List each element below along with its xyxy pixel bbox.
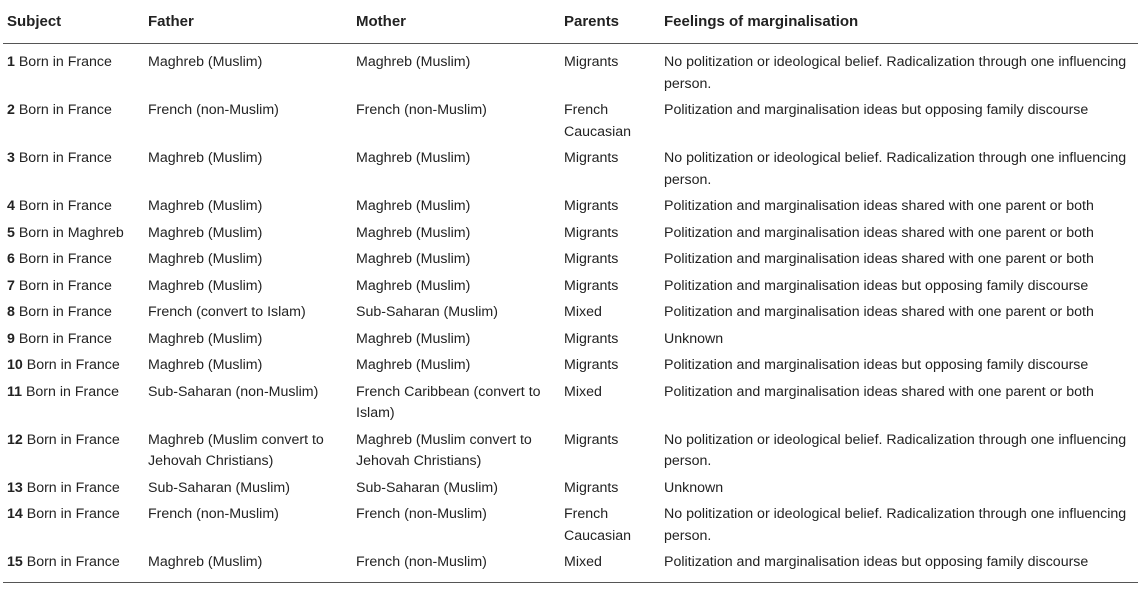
header-mother: Mother xyxy=(352,0,560,44)
cell-father: Maghreb (Muslim convert to Jehovah Christians) xyxy=(148,431,324,469)
cell-father: Maghreb (Muslim) xyxy=(148,198,263,214)
cell-parents: French Caucasian xyxy=(564,102,632,140)
header-parents: Parents xyxy=(560,0,660,44)
cell-parents: Migrants xyxy=(564,54,619,70)
subject-number: 1 xyxy=(7,54,15,70)
subject-number: 8 xyxy=(7,304,15,320)
table-row xyxy=(3,353,1138,380)
cell-feelings: Politization and marginalisation ideas shared with one parent or both xyxy=(664,304,1094,320)
cell-mother: Maghreb (Muslim) xyxy=(356,251,471,267)
cell-parents: Migrants xyxy=(564,431,619,448)
table-row xyxy=(3,98,1138,146)
cell-parents: French Caucasian xyxy=(564,506,632,544)
cell-parents: Migrants xyxy=(564,330,619,347)
cell-subject xyxy=(3,44,144,99)
subject-number: 11 xyxy=(7,383,22,400)
cell-subject xyxy=(3,327,144,354)
cell-subject xyxy=(3,502,144,550)
cell-mother: French (non-Muslim) xyxy=(356,506,487,522)
cell-parents: Migrants xyxy=(564,357,619,373)
cell-feelings: Politization and marginalisation ideas but opposing family discourse xyxy=(664,277,1089,294)
table-row xyxy=(3,194,1138,221)
subject-origin: Born in France xyxy=(26,357,120,373)
cell-father: Sub-Saharan (Muslim) xyxy=(148,479,290,496)
table-row xyxy=(3,327,1138,354)
cell-father: Maghreb (Muslim) xyxy=(148,251,263,267)
cell-parents: Migrants xyxy=(564,277,619,294)
cell-subject xyxy=(3,98,144,146)
cell-father: Maghreb (Muslim) xyxy=(148,330,263,347)
cell-parents: Migrants xyxy=(564,224,619,241)
cell-subject xyxy=(3,428,144,476)
cell-mother: French (non-Muslim) xyxy=(356,102,487,118)
subject-number: 10 xyxy=(7,357,23,373)
subject-origin: Born in France xyxy=(26,554,120,570)
subject-number: 15 xyxy=(7,554,23,570)
subject-number: 7 xyxy=(7,277,15,294)
cell-mother: Maghreb (Muslim convert to Jehovah Christians) xyxy=(356,431,532,469)
cell-father: Maghreb (Muslim) xyxy=(148,54,263,70)
header-feelings: Feelings of marginalisation xyxy=(660,0,1138,44)
table-row xyxy=(3,476,1138,503)
cell-mother: French (non-Muslim) xyxy=(352,550,560,582)
cell-parents: Migrants xyxy=(564,150,619,166)
cell-parents: Mixed xyxy=(564,383,602,400)
cell-feelings: Politization and marginalisation ideas but opposing family discourse xyxy=(664,357,1089,373)
subject-origin: Born in France xyxy=(18,277,112,294)
subject-number: 4 xyxy=(7,198,15,214)
subject-origin: Born in France xyxy=(18,304,112,320)
subject-number: 2 xyxy=(7,102,15,118)
cell-feelings: No politization or ideological belief. Radicalization through one influencing person. xyxy=(664,431,1127,469)
cell-feelings: Politization and marginalisation ideas shared with one parent or both xyxy=(664,224,1094,241)
cell-parents: Migrants xyxy=(564,198,619,214)
subject-number: 9 xyxy=(7,330,15,347)
cell-mother: Maghreb (Muslim) xyxy=(356,198,471,214)
table-body xyxy=(3,44,1138,583)
subject-number: 3 xyxy=(7,150,15,166)
cell-mother: Maghreb (Muslim) xyxy=(356,224,471,241)
subject-number: 12 xyxy=(7,431,23,448)
header-row xyxy=(3,0,1138,44)
cell-parents: Migrants xyxy=(564,479,619,496)
cell-parents: Migrants xyxy=(564,251,619,267)
cell-subject xyxy=(3,194,144,221)
table-row xyxy=(3,380,1138,428)
cell-subject xyxy=(3,300,144,327)
cell-feelings: Politization and marginalisation ideas but opposing family discourse xyxy=(664,102,1089,118)
subject-origin: Born in France xyxy=(26,431,120,448)
subject-number: 14 xyxy=(7,506,23,522)
cell-father: Maghreb (Muslim) xyxy=(144,550,352,582)
cell-parents: Mixed xyxy=(564,304,602,320)
cell-subject xyxy=(3,550,144,582)
header-father: Father xyxy=(144,0,352,44)
cell-feelings: Politization and marginalisation ideas shared with one parent or both xyxy=(664,251,1094,267)
cell-feelings: Unknown xyxy=(664,479,724,496)
subject-origin: Born in France xyxy=(18,251,112,267)
cell-father: Maghreb (Muslim) xyxy=(148,357,263,373)
table-row xyxy=(3,428,1138,476)
table-row xyxy=(3,247,1138,274)
cell-subject xyxy=(3,146,144,194)
subject-origin: Born in France xyxy=(25,383,120,400)
cell-subject xyxy=(3,247,144,274)
cell-subject xyxy=(3,221,144,248)
subject-number: 5 xyxy=(7,224,15,241)
subject-origin: Born in France xyxy=(18,198,112,214)
cell-feelings: Unknown xyxy=(664,330,724,347)
table-header xyxy=(3,0,1138,44)
subject-origin: Born in France xyxy=(26,479,120,496)
cell-feelings: No politization or ideological belief. Radicalization through one influencing person. xyxy=(664,54,1127,92)
subject-origin: Born in France xyxy=(18,54,112,70)
subject-number: 13 xyxy=(7,479,23,496)
cell-feelings: No politization or ideological belief. Radicalization through one influencing person. xyxy=(664,150,1127,188)
cell-feelings: Politization and marginalisation ideas shared with one parent or both xyxy=(664,383,1094,400)
cell-feelings: No politization or ideological belief. Radicalization through one influencing person. xyxy=(664,506,1127,544)
cell-father: Sub-Saharan (non-Muslim) xyxy=(148,383,319,400)
cell-mother: Maghreb (Muslim) xyxy=(356,150,471,166)
table-row xyxy=(3,502,1138,550)
cell-father: French (convert to Islam) xyxy=(148,304,306,320)
cell-mother: Maghreb (Muslim) xyxy=(356,277,471,294)
table-row xyxy=(3,550,1138,582)
cell-feelings: Politization and marginalisation ideas shared with one parent or both xyxy=(664,198,1094,214)
cell-mother: Maghreb (Muslim) xyxy=(356,357,471,373)
cell-subject xyxy=(3,274,144,301)
cell-subject xyxy=(3,476,144,503)
subject-origin: Born in France xyxy=(18,102,112,118)
table-row xyxy=(3,274,1138,301)
table-row xyxy=(3,221,1138,248)
subject-origin: Born in France xyxy=(26,506,120,522)
subject-number: 6 xyxy=(7,251,15,267)
cell-mother: Maghreb (Muslim) xyxy=(356,54,471,70)
cell-father: Maghreb (Muslim) xyxy=(148,150,263,166)
table-row xyxy=(3,300,1138,327)
cell-feelings: Politization and marginalisation ideas but opposing family discourse xyxy=(660,550,1138,582)
cell-father: Maghreb (Muslim) xyxy=(148,277,263,294)
subject-origin: Born in Maghreb xyxy=(18,224,124,241)
header-subject: Subject xyxy=(3,0,144,44)
cell-father: French (non-Muslim) xyxy=(148,506,279,522)
subject-origin: Born in France xyxy=(18,330,112,347)
cell-father: Maghreb (Muslim) xyxy=(148,224,263,241)
subjects-table xyxy=(3,0,1138,583)
cell-mother: Sub-Saharan (Muslim) xyxy=(356,304,498,320)
subject-origin: Born in France xyxy=(18,150,112,166)
cell-mother: French Caribbean (convert to Islam) xyxy=(356,383,541,421)
cell-father: French (non-Muslim) xyxy=(148,102,279,118)
cell-mother: Sub-Saharan (Muslim) xyxy=(356,479,498,496)
cell-subject xyxy=(3,380,144,428)
table-row xyxy=(3,146,1138,194)
cell-mother: Maghreb (Muslim) xyxy=(356,330,471,347)
cell-parents: Mixed xyxy=(560,550,660,582)
cell-subject xyxy=(3,353,144,380)
table-row xyxy=(3,44,1138,99)
